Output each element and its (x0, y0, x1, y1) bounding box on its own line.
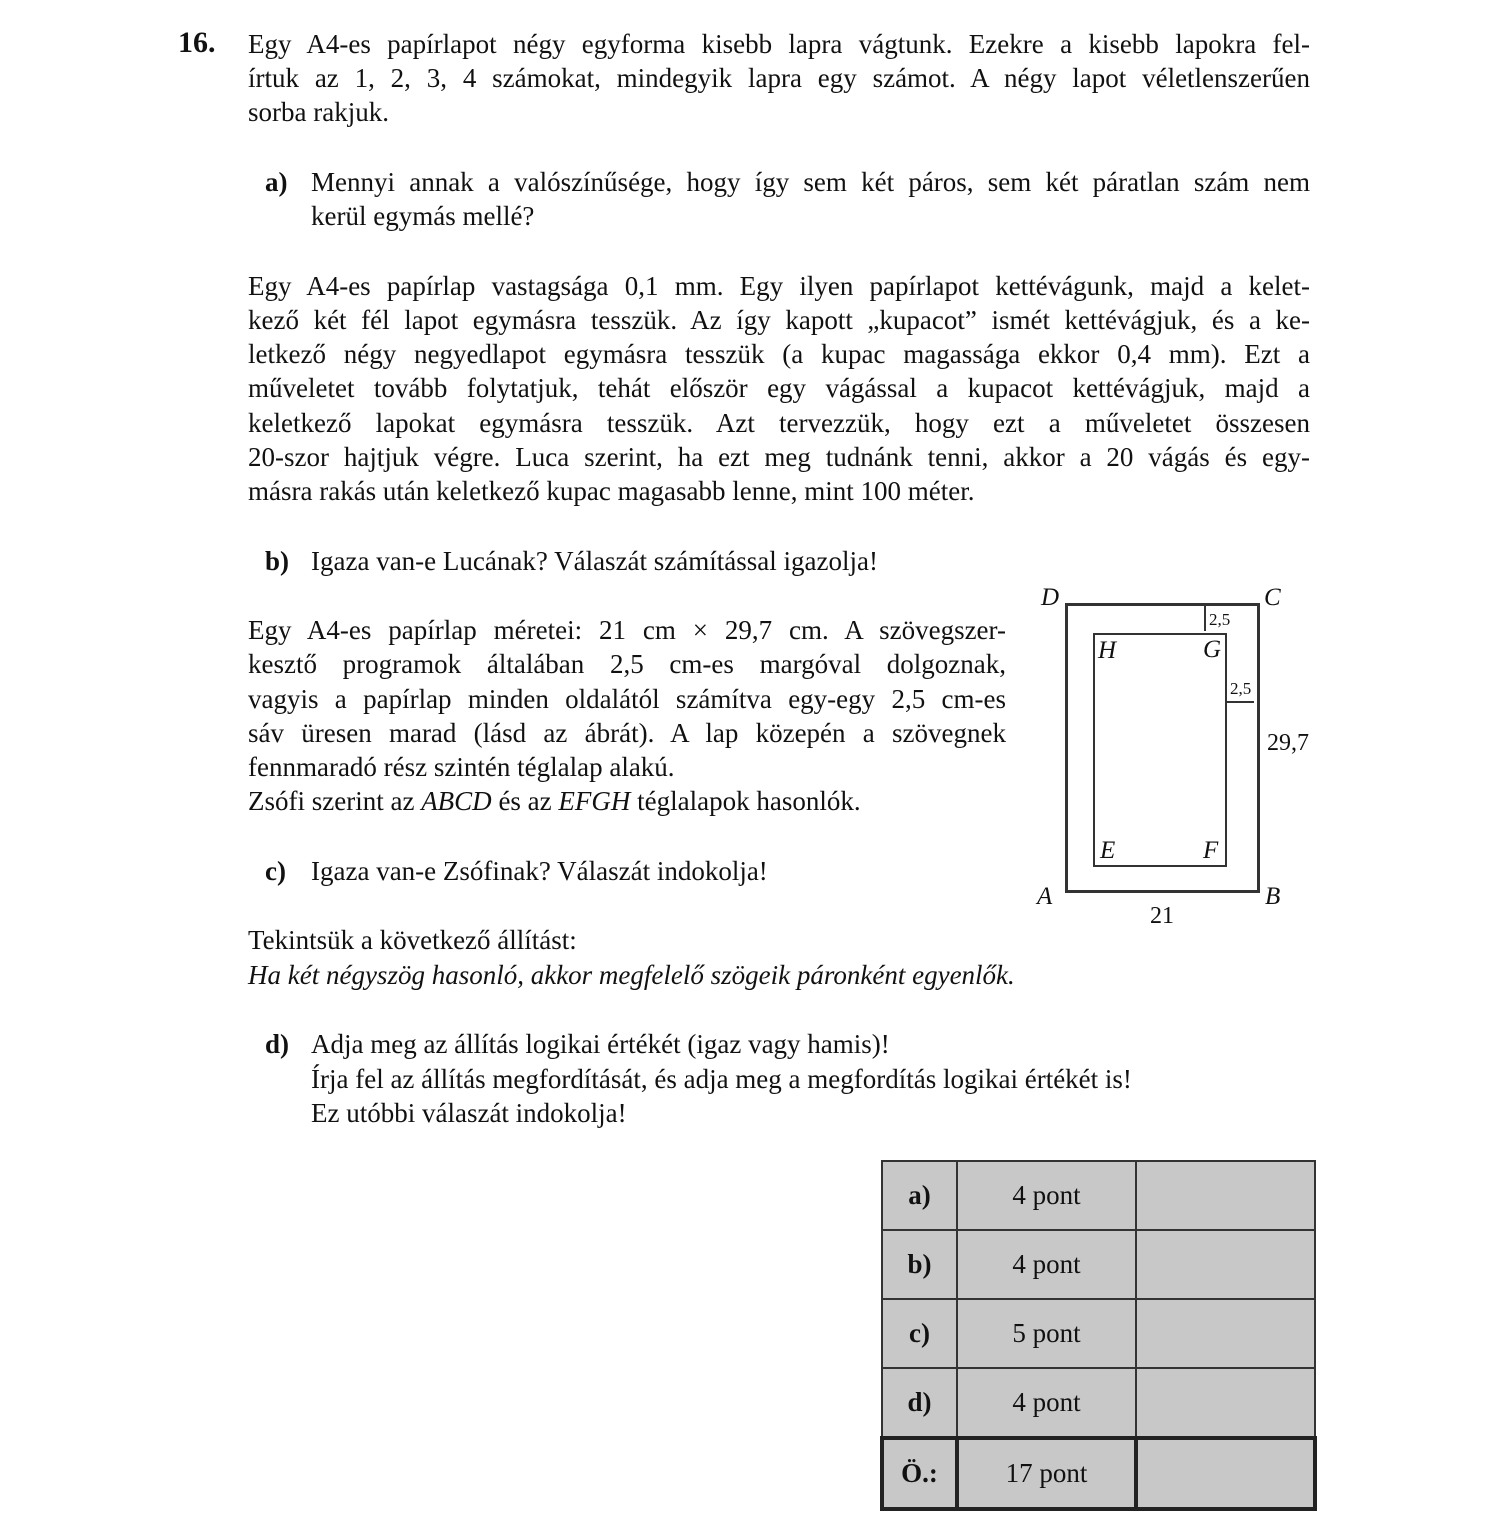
para2-line-5: keletkező lapokat egymásra tesszük. Azt tervezzük, hogy ezt a műveletet összesen (248, 408, 1310, 438)
points-cell: 4 pont (957, 1161, 1136, 1230)
rect-abcd-name: ABCD (421, 786, 492, 816)
intro-line-2: írtuk az 1, 2, 3, 4 számokat, mindegyik lapra egy számot. A négy lapot véletlenszerűen (248, 63, 1310, 93)
a4-margin-figure (1030, 580, 1330, 930)
score-table (880, 1160, 1317, 1511)
earned-cell[interactable] (1136, 1230, 1315, 1299)
part-cell: c) (882, 1299, 957, 1368)
question-b-text: Igaza van-e Lucának? Válaszát számítással igazolja! (311, 546, 878, 576)
para4-statement: Ha két négyszög hasonló, akkor megfelelő szögeik páronként egyenlők. (248, 960, 1015, 990)
intro-line-3: sorba rakjuk. (248, 97, 389, 127)
question-d-line-1: Adja meg az állítás logikai értékét (igaz vagy hamis)! (311, 1029, 890, 1059)
height-label: 29,7 (1267, 730, 1309, 756)
total-label-cell: Ö.: (882, 1438, 957, 1509)
question-d-label: d) (265, 1029, 290, 1059)
table-row (882, 1161, 1315, 1230)
earned-cell[interactable] (1136, 1161, 1315, 1230)
top-margin-tick (1204, 605, 1206, 631)
para4-line-1: Tekintsük a következő állítást: (248, 925, 577, 955)
para2-line-1: Egy A4-es papírlap vastagsága 0,1 mm. Egy ilyen papírlapot kettévágunk, majd a kelet- (248, 271, 1310, 301)
para3-line-1: Egy A4-es papírlap méretei: 21 cm × 29,7 cm. A szövegszer- (248, 615, 1006, 645)
right-margin-tick (1225, 701, 1254, 703)
part-cell: a) (882, 1161, 957, 1230)
intro-line-1: Egy A4-es papírlapot négy egyforma kisebb lapra vágtunk. Ezekre a kisebb lapokra fel- (248, 29, 1310, 59)
para3-text-3: téglalapok hasonlók. (630, 786, 861, 816)
rect-efgh-name: EFGH (558, 786, 631, 816)
vertex-g-label: G (1203, 636, 1222, 663)
table-row (882, 1368, 1315, 1438)
vertex-f-label: F (1203, 837, 1219, 864)
right-margin-label: 2,5 (1230, 679, 1252, 698)
vertex-h-label: H (1098, 637, 1117, 664)
total-earned-cell[interactable] (1136, 1438, 1315, 1509)
question-d-line-3: Ez utóbbi válaszát indokolja! (311, 1098, 627, 1128)
width-label: 21 (1150, 903, 1174, 929)
question-b-label: b) (265, 546, 290, 576)
problem-number: 16. (178, 26, 216, 59)
para2-line-4: műveletet tovább folytatjuk, tehát először egy vágással a kupacot kettévágjuk, majd a (248, 373, 1310, 403)
table-row (882, 1299, 1315, 1368)
para3-line-4: sáv üresen marad (lásd az ábrát). A lap közepén a szövegnek (248, 718, 1006, 748)
para2-line-6: 20-szor hajtjuk végre. Luca szerint, ha ezt meg tudnánk tenni, akkor a 20 vágás és egy- (248, 442, 1310, 472)
earned-cell[interactable] (1136, 1368, 1315, 1438)
total-points-cell: 17 pont (957, 1438, 1136, 1509)
para2-line-7: másra rakás után keletkező kupac magasabb lenne, mint 100 méter. (248, 476, 975, 506)
para3-text-2: és az (491, 786, 559, 816)
question-c-label: c) (265, 856, 286, 886)
para3-text-1: Zsófi szerint az (248, 786, 422, 816)
para3-line-5: fennmaradó rész szintén téglalap alakú. (248, 752, 675, 782)
para3-line-3: vagyis a papírlap minden oldalától számítva egy-egy 2,5 cm-es (248, 684, 1006, 714)
earned-cell[interactable] (1136, 1299, 1315, 1368)
vertex-a-label: A (1037, 883, 1053, 910)
question-c-text: Igaza van-e Zsófinak? Válaszát indokolja! (311, 856, 768, 886)
vertex-d-label: D (1041, 584, 1060, 611)
para3-line-2: kesztő programok általában 2,5 cm-es margóval dolgoznak, (248, 649, 1006, 679)
vertex-c-label: C (1264, 584, 1281, 611)
question-a-line-1: Mennyi annak a valószínűsége, hogy így sem két páros, sem két páratlan szám nem (311, 167, 1310, 197)
points-cell: 4 pont (957, 1230, 1136, 1299)
vertex-b-label: B (1265, 883, 1281, 910)
part-cell: d) (882, 1368, 957, 1438)
total-row (882, 1438, 1315, 1509)
para3-line-6 (248, 784, 861, 818)
para2-line-2: kező két fél lapot egymásra tesszük. Az így kapott „kupacot” ismét kettévágjuk, és a ke- (248, 305, 1310, 335)
table-row (882, 1230, 1315, 1299)
vertex-e-label: E (1100, 837, 1116, 864)
question-a-label: a) (265, 167, 288, 197)
question-a-line-2: kerül egymás mellé? (311, 201, 535, 231)
part-cell: b) (882, 1230, 957, 1299)
points-cell: 5 pont (957, 1299, 1136, 1368)
rectangle-efgh (1093, 633, 1227, 867)
top-margin-label: 2,5 (1209, 610, 1231, 629)
para2-line-3: letkező négy negyedlapot egymásra tesszük (a kupac magassága ekkor 0,4 mm). Ezt a (248, 339, 1310, 369)
question-d-line-2: Írja fel az állítás megfordítását, és adja meg a megfordítás logikai értékét is! (311, 1064, 1132, 1094)
points-cell: 4 pont (957, 1368, 1136, 1438)
